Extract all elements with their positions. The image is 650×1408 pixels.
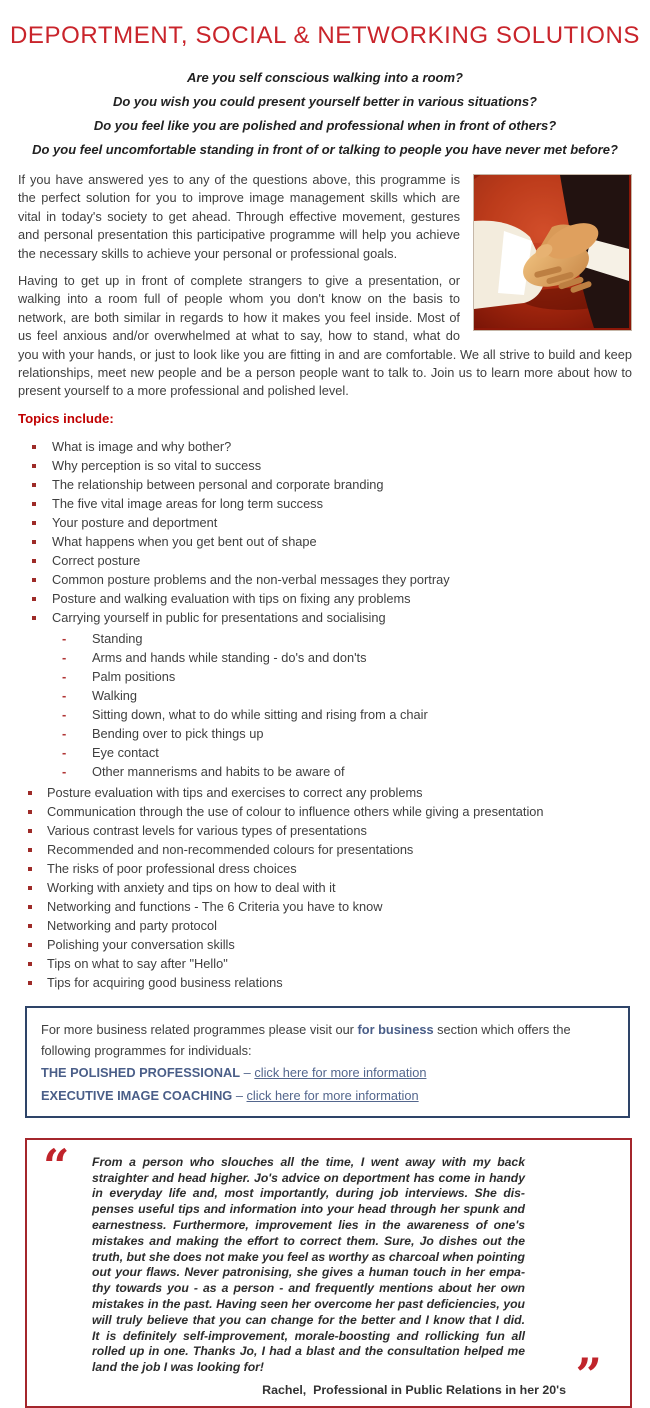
close-quote-icon: ”: [575, 1347, 602, 1402]
topic-item: Polishing your conversation skills: [0, 935, 650, 954]
topic-item: Communication through the use of colour to influence others while giving a presentation: [0, 802, 650, 821]
topic-item: Various contrast levels for various types of presentations: [0, 821, 650, 840]
topic-item: Working with anxiety and tips on how to deal with it: [0, 878, 650, 897]
testimonial-line: From a person who slouches all the time, I went away with my back: [92, 1154, 525, 1169]
program-link[interactable]: click here for more information: [254, 1064, 427, 1080]
topic-sub-item: - Sitting down, what to do while sitting and rising from a chair: [0, 705, 650, 724]
topic-item: What is image and why bother?: [0, 437, 650, 456]
topic-item: Common posture problems and the non-verbal messages they portray: [0, 570, 650, 589]
topic-sub-item: - Other mannerisms and habits to be aware of: [0, 762, 650, 781]
topic-item: The five vital image areas for long term success: [0, 494, 650, 513]
topics-list-sub: [0, 629, 650, 781]
program-separator: –: [243, 1064, 251, 1080]
topic-sub-item: - Walking: [0, 686, 650, 705]
topics-heading: Topics include:: [18, 410, 114, 426]
program-separator: –: [235, 1087, 243, 1103]
topic-item: The relationship between personal and corporate branding: [0, 475, 650, 494]
testimonial-line: straighter and head higher. Jo's advice on deportment has come in handy: [92, 1170, 525, 1185]
program-name: EXECUTIVE IMAGE COACHING: [41, 1087, 233, 1103]
testimonial-box: [25, 1138, 632, 1408]
testimonial-line: earnestness. Furthermore, improvement lies in the awareness of one's: [92, 1218, 525, 1233]
question-line: Are you self conscious walking into a room?: [187, 70, 463, 85]
topic-sub-item: - Eye contact: [0, 743, 650, 762]
business-text-after: section which offers the following programmes for individuals:: [41, 1021, 571, 1058]
topic-sub-item: - Standing: [0, 629, 650, 648]
page-title: DEPORTMENT, SOCIAL & NETWORKING SOLUTIONS: [10, 22, 641, 49]
testimonial-line: land the job I was looking for!: [92, 1360, 264, 1375]
topic-sub-item: - Palm positions: [0, 667, 650, 686]
topic-item: Posture evaluation with tips and exercises to correct any problems: [0, 783, 650, 802]
question-line: Do you feel like you are polished and professional when in front of others?: [93, 118, 557, 133]
intro-section: [18, 171, 632, 401]
topic-item: What happens when you get bent out of shape: [0, 532, 650, 551]
topic-sub-item: - Bending over to pick things up: [0, 724, 650, 743]
topic-item: The risks of poor professional dress choices: [0, 859, 650, 878]
topic-item: Recommended and non-recommended colours for presentations: [0, 840, 650, 859]
handshake-photo: [473, 174, 632, 331]
topic-sub-item: - Arms and hands while standing - do's and don'ts: [0, 648, 650, 667]
topics-list-primary: [0, 437, 650, 627]
testimonial-line: rolled up in one. Thanks Jo, I had a blast and the consultation helped me: [92, 1344, 525, 1359]
topic-item: Networking and party protocol: [0, 916, 650, 935]
testimonial-attribution: Rachel, Professional in Public Relations in her 20's: [262, 1383, 566, 1398]
testimonial-line: out your flaws. Never patronising, she gives a human touch in her empa-: [92, 1265, 525, 1280]
testimonial-line: in everyday life and, most importantly, during job interviews. She dis-: [92, 1186, 525, 1201]
topic-item: Correct posture: [0, 551, 650, 570]
testimonial-line: thy towards you - as a person - and frequently mentions about her own: [92, 1281, 525, 1296]
topic-item: Carrying yourself in public for presentations and socialising: [0, 608, 650, 627]
program-name: THE POLISHED PROFESSIONAL: [41, 1064, 241, 1080]
testimonial-line: truth, but she does not make you feel as worthy as charcoal when pointing: [92, 1249, 525, 1264]
topics-list-secondary: [0, 783, 650, 992]
topic-item: Posture and walking evaluation with tips on fixing any problems: [0, 589, 650, 608]
topic-item: Tips on what to say after "Hello": [0, 954, 650, 973]
program-line: [41, 1084, 614, 1107]
program-list: [41, 1061, 614, 1107]
topic-item: Why perception is so vital to success: [0, 456, 650, 475]
testimonial-line: mistakes and making the effort to correct them. Sure, Jo dishes out the: [92, 1233, 525, 1248]
topic-item: Networking and functions - The 6 Criteria you have to know: [0, 897, 650, 916]
intro-paragraph-1: If you have answered yes to any of the questions above, this programme is the perfect solution for you to improve image management skills which are vital in today's society to get ahead. Through effective movement, gestures and personal presentation this participative programme will help you achieve the necessary skills to achieve your personal or professional goals.: [18, 172, 460, 261]
business-box: [25, 1006, 630, 1118]
topic-item: Tips for acquiring good business relations: [0, 973, 650, 992]
business-box-text: [41, 1019, 614, 1061]
question-line: Do you wish you could present yourself better in various situations?: [112, 94, 537, 109]
testimonial-text: [92, 1155, 525, 1376]
intro-paragraph-2: Having to get up in front of complete strangers to give a presentation, or walking into a room full of people whom you don't know on the basis to network, are both similar in regards to how it makes you feel inside. Most of us feel anxious and/or overwhelmed at what to say, how to stand, what do you with your hands, or just to look like you are fitting in and are comfortable. We all strive to build and keep relationships, meet new people and be a person people want to talk to. Join us to learn more about how to present yourself to a more professional and polished level.: [18, 273, 632, 399]
for-business-highlight[interactable]: for business: [357, 1021, 434, 1037]
business-text-before: For more business related programmes please visit our: [41, 1021, 358, 1037]
testimonial-line: will truly believe that you can change for the better and I know that I did.: [92, 1312, 525, 1327]
open-quote-icon: “: [43, 1138, 70, 1193]
testimonial-line: penses useful tips and information into your head through her spunk and: [92, 1202, 525, 1217]
question-line: Do you feel uncomfortable standing in front of or talking to people you have never met before?: [32, 142, 618, 157]
intro-questions: [0, 66, 650, 162]
program-link[interactable]: click here for more information: [246, 1087, 419, 1103]
testimonial-line: mistakes in the past. Having seen her overcome her past deficiencies, you: [92, 1297, 525, 1312]
testimonial-line: It is definitely self-improvement, morale-boosting and rollicking fun all: [92, 1328, 525, 1343]
program-line: [41, 1061, 614, 1084]
topic-item: Your posture and deportment: [0, 513, 650, 532]
